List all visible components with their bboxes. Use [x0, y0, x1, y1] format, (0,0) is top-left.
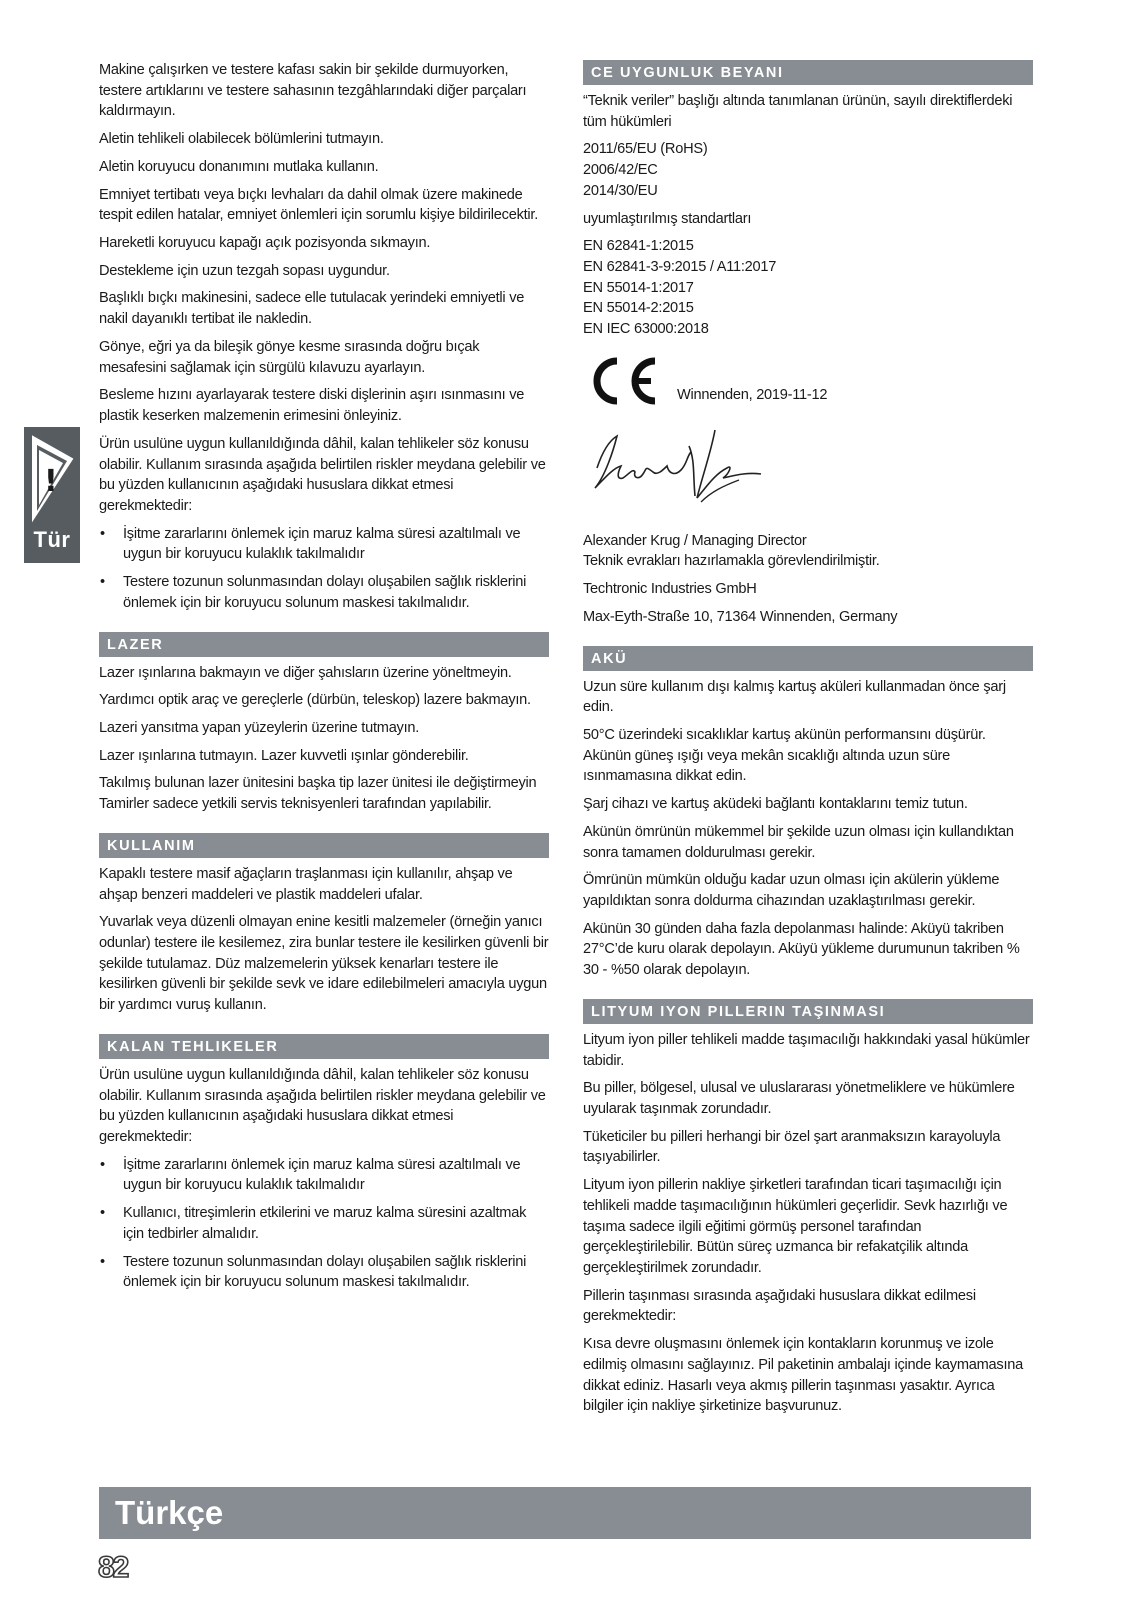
- paragraph: Yuvarlak veya düzenli olmayan enine kesitli malzemeler (örneğin yanıcı odunlar) testere ile kesilemez, zira bunlar testere ile kesilirken güvenli bir şekilde tutulamaz. Düz malzemelerin yüksek kenarları testere ile kesilirken güvenli bir şekilde sevk ve idare edilebilmeleri amacıyla uygun bir yardımcı vuruş kullanın.: [99, 914, 549, 1014]
- language-side-tab: [24, 427, 80, 563]
- paragraph: Takılmış bulunan lazer ünitesini başka tip lazer ünitesi ile değiştirmeyin Tamirler sadece yetkili servis teknisyenleri tarafından yapılabilir.: [99, 775, 537, 813]
- paragraph: Lazeri yansıtma yapan yüzeylerin üzerine tutmayın.: [99, 719, 420, 736]
- paragraph: Yardımcı optik araç ve gereçlerle (dürbün, teleskop) lazere bakmayın.: [99, 692, 531, 709]
- side-tab-label: Tür: [33, 527, 71, 552]
- paragraph: Emniyet tertibatı veya bıçkı levhaları da dahil olmak üzere makinede tespit edilen hatalar, emniyet önlemleri için sorumlu kişiye bildirilecektir.: [99, 186, 539, 224]
- right-column: [583, 60, 1033, 1424]
- paragraph: Gönye, eğri ya da bileşik gönye kesme sırasında doğru bıçak mesafesini sağlamak için sürgülü kılavuzu ayarlayın.: [99, 338, 480, 376]
- standard: EN 55014-2:2015: [583, 300, 694, 317]
- language-title: Türkçe: [115, 1494, 224, 1531]
- paragraph: Aletin tehlikeli olabilecek bölümlerini tutmayın.: [99, 131, 384, 148]
- directive-list: [583, 139, 1033, 201]
- ce-mark-row: [583, 356, 1033, 406]
- signatory-name: Alexander Krug / Managing Director: [583, 532, 807, 549]
- paragraph: Kapaklı testere masif ağaçların traşlanması için kullanılır, ahşap ve ahşap benzeri maddeleri ve plastik maddeleri ufalar.: [99, 865, 513, 903]
- paragraph: Ömrünün mümkün olduğu kadar uzun olması için akülerin yükleme yapıldıktan sonra doldurma cihazından uzaklaştırılması gerekir.: [583, 872, 1000, 909]
- left-column: [99, 60, 549, 1300]
- paragraph: Besleme hızını ayarlayarak testere diski dişlerinin aşırı ısınmasını ve plastik keserken malzemenin erimesini önleyiniz.: [99, 387, 525, 425]
- paragraph: Destekleme için uzun tezgah sopası uygundur.: [99, 262, 390, 279]
- paragraph: Şarj cihazı ve kartuş aküdeki bağlantı kontaklarını temiz tutun.: [583, 796, 968, 813]
- paragraph: Ürün usulüne uygun kullanıldığında dâhil, kalan tehlikeler söz konusu olabilir. Kullanım sırasında aşağıda belirtilen riskler meydana gelebilir ve bu yüzden kullanıcının aşağıdaki hususlara dikkat etmesi gerekmektedir:: [99, 435, 546, 514]
- signature-image: [583, 416, 1033, 523]
- paragraph: Lazer ışınlarına tutmayın. Lazer kuvvetli ışınlar gönderebilir.: [99, 747, 469, 764]
- svg-text:!: !: [44, 464, 58, 499]
- paragraph: Lityum iyon pillerin nakliye şirketleri tarafından ticari taşımacılığı için tehlikeli madde taşımacılığının hükümleri geçerlidir. Sevk hazırlığı ve taşıma sadece ilgili eğitimi görmüş personel tarafından gerçekleştirilebilir. Bütün süreç uzmanca bir refakatçilik altında gerçekleştirilmek zorundadır.: [583, 1177, 1008, 1277]
- paragraph: “Teknik veriler” başlığı altında tanımlanan ürünün, sayılı direktiflerdeki tüm hükümleri: [583, 93, 1013, 130]
- signatory-block: [583, 531, 1033, 572]
- section-heading-lazer: LAZER: [99, 632, 549, 657]
- paragraph: Ürün usulüne uygun kullanıldığında dâhil, kalan tehlikeler söz konusu olabilir. Kullanım sırasında aşağıda belirtilen riskler meydana gelebilir ve bu yüzden kullanıcının aşağıdaki hususlara dikkat etmesi gerekmektedir:: [99, 1066, 546, 1146]
- bullet-list: [99, 524, 549, 614]
- section-heading-lityum: LITYUM IYON PILLERIN TAŞINMASI: [583, 999, 1033, 1024]
- standard: EN 62841-3-9:2015 / A11:2017: [583, 259, 777, 276]
- list-item: • Testere tozunun solunmasından dolayı oluşabilen sağlık risklerini önlemek için bir koruyucu solunum maskesi takılmalıdır.: [99, 1252, 549, 1293]
- paragraph: Pillerin taşınması sırasında aşağıdaki hususlara dikkat edilmesi gerekmektedir:: [583, 1287, 976, 1325]
- standards-list: [583, 236, 1033, 340]
- section-heading-kullanim: KULLANIM: [99, 833, 549, 858]
- paragraph: Akünün ömrünün mükemmel bir şekilde uzun olması için kullandıktan sonra tamamen doldurulması gerekir.: [583, 823, 1014, 861]
- paragraph: Başlıklı bıçkı makinesini, sadece elle tutulacak yerindeki emniyetli ve nakil dayanıklı tertibat ile nakledin.: [99, 290, 525, 328]
- signatory-role: Teknik evrakları hazırlamakla görevlendirilmiştir.: [583, 553, 880, 570]
- standards-label: uyumlaştırılmış standartları: [583, 210, 752, 227]
- place-date: Winnenden, 2019-11-12: [677, 387, 828, 404]
- handwritten-signature-icon: [583, 416, 783, 516]
- directive: 2011/65/EU (RoHS): [583, 141, 708, 158]
- paragraph: Lazer ışınlarına bakmayın ve diğer şahısların üzerine yöneltmeyin.: [99, 664, 512, 681]
- paragraph: Aletin koruyucu donanımını mutlaka kullanın.: [99, 158, 379, 175]
- section-heading-ce: CE UYGUNLUK BEYANI: [583, 60, 1033, 85]
- paragraph: Akünün 30 günden daha fazla depolanması halinde: Aküyü takriben 27°C’de kuru olarak depolayın. Aküyü yükleme durumunun takriben % 30 - %50 olarak depolayın.: [583, 920, 1020, 979]
- company-address: Max-Eyth-Straße 10, 71364 Winnenden, Germany: [583, 608, 898, 625]
- paragraph: Bu piller, bölgesel, ulusal ve uluslararası yönetmeliklere ve hükümlere uyularak taşınmak zorundadır.: [583, 1080, 1015, 1117]
- standard: EN IEC 63000:2018: [583, 321, 709, 338]
- ce-mark-icon: [583, 356, 659, 406]
- paragraph: Hareketli koruyucu kapağı açık pozisyonda sıkmayın.: [99, 235, 431, 252]
- standard: EN 62841-1:2015: [583, 238, 694, 255]
- warning-triangle-icon: [28, 433, 76, 523]
- section-heading-aku: AKÜ: [583, 646, 1033, 671]
- language-footer-bar: [99, 1487, 1031, 1539]
- directive: 2014/30/EU: [583, 182, 658, 199]
- paragraph: 50°C üzerindeki sıcaklıklar kartuş akünün performansını düşürür. Akünün güneş ışığı veya mekân sıcaklığı altında uzun süre ısınmamasına dikkat edin.: [583, 726, 986, 785]
- paragraph: Tüketiciler bu pilleri herhangi bir özel şart aranmaksızın karayoluyla taşıyabilirler.: [583, 1128, 1001, 1166]
- company-name: Techtronic Industries GmbH: [583, 581, 757, 598]
- page-number: 82: [98, 1551, 128, 1584]
- paragraph: Lityum iyon piller tehlikeli madde taşımacılığı hakkındaki yasal hükümler tabidir.: [583, 1031, 1030, 1069]
- paragraph: Makine çalışırken ve testere kafası sakin bir şekilde durmuyorken, testere artıklarını ve testere sahasının tezgâhlarındaki diğer parçaları kaldırmayın.: [99, 62, 527, 120]
- paragraph: Kısa devre oluşmasını önlemek için kontakların korunmuş ve izole edilmiş olmasını sağlayınız. Pil paketinin ambalajı içinde kaymamasına dikkat ediniz. Hasarlı veya akmış pillerin taşınması yasaktır. Ayrıca bilgiler için nakliye şirketinize başvurunuz.: [583, 1336, 1023, 1415]
- list-item: • İşitme zararlarını önlemek için maruz kalma süresi azaltılmalı ve uygun bir koruyucu kulaklık takılmalıdır: [99, 524, 549, 565]
- section-heading-kalan-tehlikeler: KALAN TEHLIKELER: [99, 1034, 549, 1059]
- list-item: • Testere tozunun solunmasından dolayı oluşabilen sağlık risklerini önlemek için bir koruyucu solunum maskesi takılmalıdır.: [99, 572, 549, 613]
- paragraph: Uzun süre kullanım dışı kalmış kartuş aküleri kullanmadan önce şarj edin.: [583, 678, 1006, 716]
- standard: EN 55014-1:2017: [583, 279, 694, 296]
- directive: 2006/42/EC: [583, 162, 658, 179]
- list-item: • İşitme zararlarını önlemek için maruz kalma süresi azaltılmalı ve uygun bir koruyucu kulaklık takılmalıdır: [99, 1155, 549, 1196]
- bullet-list: [99, 1155, 549, 1293]
- list-item: • Kullanıcı, titreşimlerin etkilerini ve maruz kalma süresini azaltmak için tedbirler almalıdır.: [99, 1203, 549, 1244]
